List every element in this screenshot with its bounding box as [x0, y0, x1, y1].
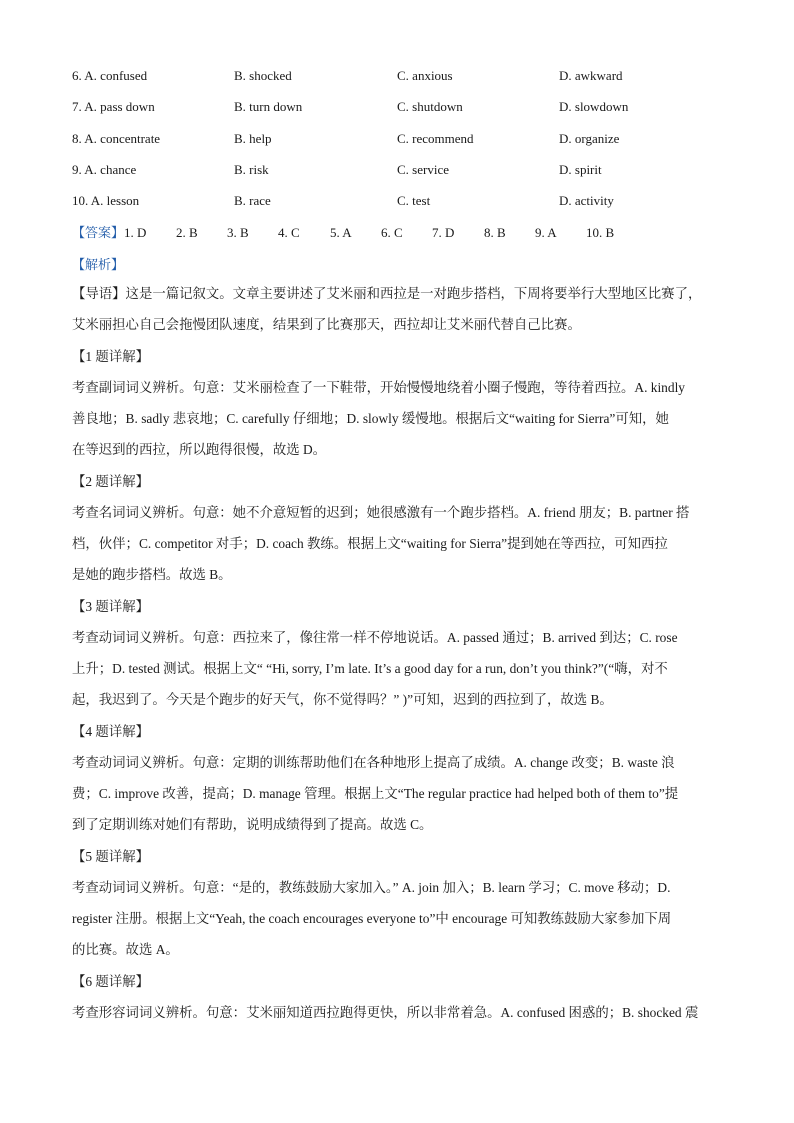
text-line: 艾米丽担心自己会拖慢团队速度，结果到了比赛那天，西拉却让艾米丽代替自己比赛。 — [72, 317, 581, 332]
text-line: 起，我迟到了。今天是个跑步的好天气，你不觉得吗？” )”可知，迟到的西拉到了，故选 B。 — [72, 692, 613, 707]
text-line: 考查动词词义辨析。句意：西拉来了，像往常一样不停地说话。A. passed 通过；B. arrived 到达；C. rose — [72, 630, 678, 645]
text-line: 考查名词词义辨析。句意：她不介意短暂的迟到；她很感激有一个跑步搭档。A. friend 朋友；B. partner 搭 — [72, 505, 690, 520]
section-heading: 【6 题详解】 — [72, 974, 149, 989]
option-b: B. risk — [234, 162, 269, 177]
text-line: 在等迟到的西拉，所以跑得很慢，故选 D。 — [72, 442, 327, 457]
text-line: 的比赛。故选 A。 — [72, 942, 179, 957]
answer-item: 8. B — [484, 225, 506, 240]
section-2 — [72, 466, 732, 590]
section-heading: 【2 题详解】 — [72, 474, 149, 489]
option-d: D. spirit — [559, 162, 602, 177]
options-row-6 — [72, 68, 732, 88]
option-a: 7. A. pass down — [72, 99, 155, 114]
answer-item: 1. D — [124, 225, 147, 240]
option-d: D. awkward — [559, 68, 623, 83]
option-c: C. service — [397, 162, 449, 177]
intro-paragraph — [72, 278, 732, 340]
text-line: 到了定期训练对她们有帮助，说明成绩得到了提高。故选 C。 — [72, 817, 433, 832]
answer-item: 7. D — [432, 225, 455, 240]
text-line: 考查动词词义辨析。句意：定期的训练帮助他们在各种地形上提高了成绩。A. change 改变；B. waste 浪 — [72, 755, 675, 770]
text-line: register 注册。根据上文“Yeah, the coach encourages everyone to”中 encourage 可知教练鼓励大家参加下周 — [72, 911, 672, 926]
section-1 — [72, 341, 732, 465]
text-line: 【导语】这是一篇记叙文。文章主要讲述了艾米丽和西拉是一对跑步搭档，下周将要举行大型地区比赛了， — [72, 286, 702, 301]
option-c: C. shutdown — [397, 99, 463, 114]
section-heading: 【5 题详解】 — [72, 849, 149, 864]
section-6 — [72, 966, 732, 1028]
option-b: B. shocked — [234, 68, 292, 83]
answer-item: 10. B — [586, 225, 615, 240]
text-line: 善良地；B. sadly 悲哀地；C. carefully 仔细地；D. slowly 缓慢地。根据后文“waiting for Sierra”可知，她 — [72, 411, 669, 426]
text-line: 上升；D. tested 测试。根据上文“ “Hi, sorry, I’m late. It’s a good day for a run, don’t you think?”(“嗨，对不 — [72, 661, 668, 676]
text-line: 考查动词词义辨析。句意：“是的，教练鼓励大家加入。” A. join 加入；B. learn 学习；C. move 移动；D. — [72, 880, 671, 895]
section-heading: 【4 题详解】 — [72, 724, 149, 739]
answer-item: 4. C — [278, 225, 300, 240]
option-a: 6. A. confused — [72, 68, 148, 83]
section-heading: 【3 题详解】 — [72, 599, 149, 614]
option-d: D. organize — [559, 131, 620, 146]
section-4 — [72, 716, 732, 840]
options-row-8 — [72, 131, 732, 151]
answer-item: 2. B — [176, 225, 198, 240]
answer-key — [72, 222, 614, 241]
answer-item: 9. A — [535, 225, 557, 240]
options-row-10 — [72, 193, 732, 213]
option-a: 8. A. concentrate — [72, 131, 161, 146]
section-3 — [72, 591, 732, 715]
text-line: 考查副词词义辨析。句意：艾米丽检查了一下鞋带，开始慢慢地绕着小圈子慢跑，等待着西拉。A. kindly — [72, 380, 685, 395]
answer-item: 6. C — [381, 225, 403, 240]
option-d: D. slowdown — [559, 99, 629, 114]
text-line: 考查形容词词义辨析。句意：艾米丽知道西拉跑得更快，所以非常着急。A. confused 困惑的；B. shocked 震 — [72, 1005, 699, 1020]
text-line: 是她的跑步搭档。故选 B。 — [72, 567, 232, 582]
answer-item: 5. A — [330, 225, 352, 240]
option-a: 9. A. chance — [72, 162, 137, 177]
answer-label: 【答案】 — [72, 225, 125, 240]
option-b: B. turn down — [234, 99, 303, 114]
option-c: C. test — [397, 193, 431, 208]
option-b: B. help — [234, 131, 272, 146]
options-row-7 — [72, 99, 732, 119]
section-heading: 【1 题详解】 — [72, 349, 149, 364]
option-a: 10. A. lesson — [72, 193, 140, 208]
answer-item: 3. B — [227, 225, 249, 240]
option-d: D. activity — [559, 193, 614, 208]
analysis-label: 【解析】 — [72, 257, 125, 272]
text-line: 档，伙伴；C. competitor 对手；D. coach 教练。根据上文“waiting for Sierra”提到她在等西拉，可知西拉 — [72, 536, 668, 551]
option-c: C. anxious — [397, 68, 453, 83]
options-row-9 — [72, 162, 732, 182]
text-line: 费；C. improve 改善，提高；D. manage 管理。根据上文“The regular practice had helped both of them to”提 — [72, 786, 679, 801]
section-5 — [72, 841, 732, 965]
option-b: B. race — [234, 193, 271, 208]
option-c: C. recommend — [397, 131, 474, 146]
